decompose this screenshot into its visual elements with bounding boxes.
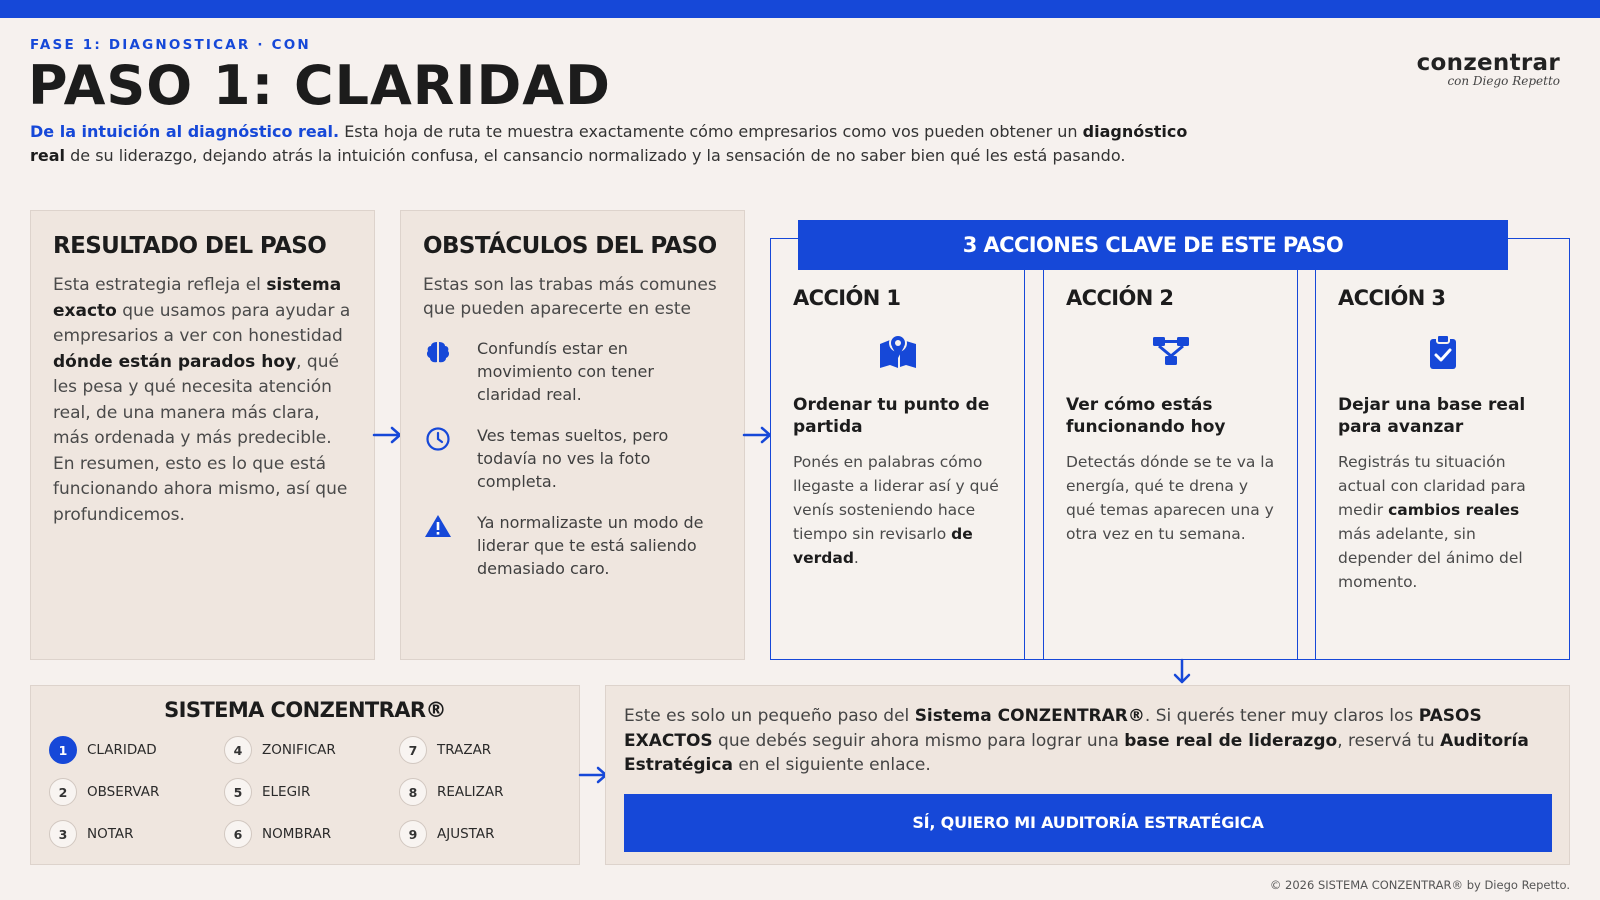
step-number: 6 [224, 820, 252, 848]
cta-text-part: . Si querés tener muy claros los [1144, 706, 1419, 726]
obstaculos-title: OBSTÁCULOS DEL PASO [423, 233, 717, 259]
clipboard-check-icon [1338, 334, 1547, 374]
footer-copyright: © 2026 SISTEMA CONZENTRAR® by Diego Repetto. [1269, 878, 1570, 892]
clock-icon [423, 424, 453, 454]
cta-text-bold: Auditoría Estratégica [624, 730, 1529, 775]
acciones-header: 3 ACCIONES CLAVE DE ESTE PASO [798, 220, 1508, 270]
resultado-title: RESULTADO DEL PASO [53, 233, 327, 259]
obstaculos-card [400, 210, 745, 660]
step-number: 2 [49, 778, 77, 806]
cta-text-part: en el siguiente enlace. [732, 755, 931, 775]
intro-text [30, 120, 1220, 168]
obstacle-text: Confundís estar en movimiento con tener claridad real. [477, 339, 654, 404]
resultado-text [53, 273, 352, 528]
accion-title: Dejar una base real para avanzar [1338, 395, 1526, 437]
resultado-card [30, 210, 375, 660]
accion-3-card [1315, 270, 1570, 660]
cta-card [605, 685, 1570, 865]
accion-text-bold: de verdad [793, 525, 973, 567]
resultado-part: , qué les pesa y qué necesita atención real, de una manera más clara, más ordenada y más predecible. En resumen, esto es lo que está funcionando ahora mismo, así que profundicemos. [53, 351, 348, 525]
intro-part: Esta hoja de ruta te muestra exactamente cómo empresarios como vos pueden obtener un [339, 122, 1083, 141]
accion-1-card [770, 270, 1025, 660]
sistema-step [49, 778, 224, 806]
logo-subtitle: con Diego Repetto [1447, 74, 1560, 88]
sistema-steps [49, 736, 561, 848]
logo-brand: conzentrar [1416, 50, 1560, 76]
step-number: 9 [399, 820, 427, 848]
step-label: ELEGIR [262, 784, 311, 800]
sistema-step [224, 820, 399, 848]
step-number: 7 [399, 736, 427, 764]
step-label: ZONIFICAR [262, 742, 336, 758]
obstaculos-lead: Estas son las trabas más comunes que pueden aparecerte en este [423, 275, 717, 319]
accion-text-part: más adelante, sin depender del ánimo del momento. [1338, 525, 1523, 591]
step-label: REALIZAR [437, 784, 504, 800]
sistema-step [399, 736, 574, 764]
step-label: CLARIDAD [87, 742, 157, 758]
step-label: NOTAR [87, 826, 134, 842]
accion-title: Ver cómo estás funcionando hoy [1066, 395, 1226, 437]
brain-icon [423, 337, 453, 367]
accion-text-bold: cambios reales [1388, 501, 1520, 519]
accion-label: ACCIÓN 1 [793, 286, 901, 310]
sistema-step [49, 820, 224, 848]
map-pin-icon [793, 334, 1002, 374]
cta-text-bold: Sistema CONZENTRAR® [914, 706, 1145, 726]
cta-text-bold: PASOS EXACTOS [624, 706, 1482, 751]
sistema-card [30, 685, 580, 865]
accion-text: Detectás dónde se te va la energía, qué te drena y qué temas aparecen una y otra vez en tu semana. [1066, 453, 1275, 543]
accion-text [1338, 450, 1547, 594]
resultado-part: Esta estrategia refleja el [53, 275, 267, 295]
obstacle-item [423, 337, 722, 406]
step-label: NOMBRAR [262, 826, 332, 842]
warning-icon [423, 511, 453, 541]
brand-logo [1417, 50, 1560, 88]
cta-audit-button[interactable]: SÍ, QUIERO MI AUDITORÍA ESTRATÉGICA [624, 794, 1552, 852]
step-label: TRAZAR [437, 742, 492, 758]
accion-label: ACCIÓN 3 [1338, 286, 1446, 310]
sistema-step [399, 820, 574, 848]
resultado-bold: sistema exacto [53, 275, 342, 321]
cta-text [624, 704, 1551, 778]
step-number: 8 [399, 778, 427, 806]
step-number: 5 [224, 778, 252, 806]
cta-text-part: Este es solo un pequeño paso del [624, 706, 915, 726]
sistema-title: SISTEMA CONZENTRAR® [164, 698, 446, 722]
resultado-bold: dónde están parados hoy [53, 351, 297, 372]
obstacle-text: Ya normalizaste un modo de liderar que te está saliendo demasiado caro. [477, 513, 704, 578]
intro-part: de su liderazgo, dejando atrás la intuición confusa, el cansancio normalizado y la sensación de no saber bien qué les está pasando. [65, 146, 1126, 165]
accion-title: Ordenar tu punto de partida [793, 395, 990, 437]
resultado-part: que usamos para ayudar a empresarios a ver con honestidad [53, 300, 351, 346]
cta-text-part: que debés seguir ahora mismo para lograr una [712, 730, 1125, 751]
arrow-down-icon [1172, 658, 1192, 686]
step-label: AJUSTAR [437, 826, 495, 842]
accion-2-card [1043, 270, 1298, 660]
sistema-step [224, 778, 399, 806]
step-label: OBSERVAR [87, 784, 160, 800]
intro-lead: De la intuición al diagnóstico real. [30, 122, 340, 141]
page-title: PASO 1: CLARIDAD [28, 54, 611, 117]
sistema-step [399, 778, 574, 806]
accion-text-part: Registrás tu situación actual con claridad para medir [1338, 453, 1526, 519]
accion-label: ACCIÓN 2 [1066, 286, 1174, 310]
network-icon [1066, 334, 1275, 374]
accion-text-part: . [853, 549, 859, 567]
step-number: 3 [49, 820, 77, 848]
obstacle-item [423, 511, 722, 580]
intro-bold: diagnóstico real [30, 122, 1188, 165]
sistema-step [49, 736, 224, 764]
obstacle-text: Ves temas sueltos, pero todavía no ves la foto completa. [477, 426, 669, 491]
top-accent-bar [0, 0, 1600, 18]
accion-text [793, 450, 1002, 570]
phase-kicker: FASE 1: DIAGNOSTICAR · CON [30, 37, 311, 53]
step-number: 1 [49, 736, 77, 764]
step-number: 4 [224, 736, 252, 764]
sistema-step [224, 736, 399, 764]
obstacle-item [423, 424, 722, 493]
cta-text-part: , reservá tu [1337, 730, 1441, 751]
cta-text-bold: base real de liderazgo [1124, 730, 1338, 751]
accion-text-part: Ponés en palabras cómo llegaste a liderar así y qué venís sosteniendo hace tiempo sin revisarlo [793, 453, 999, 543]
